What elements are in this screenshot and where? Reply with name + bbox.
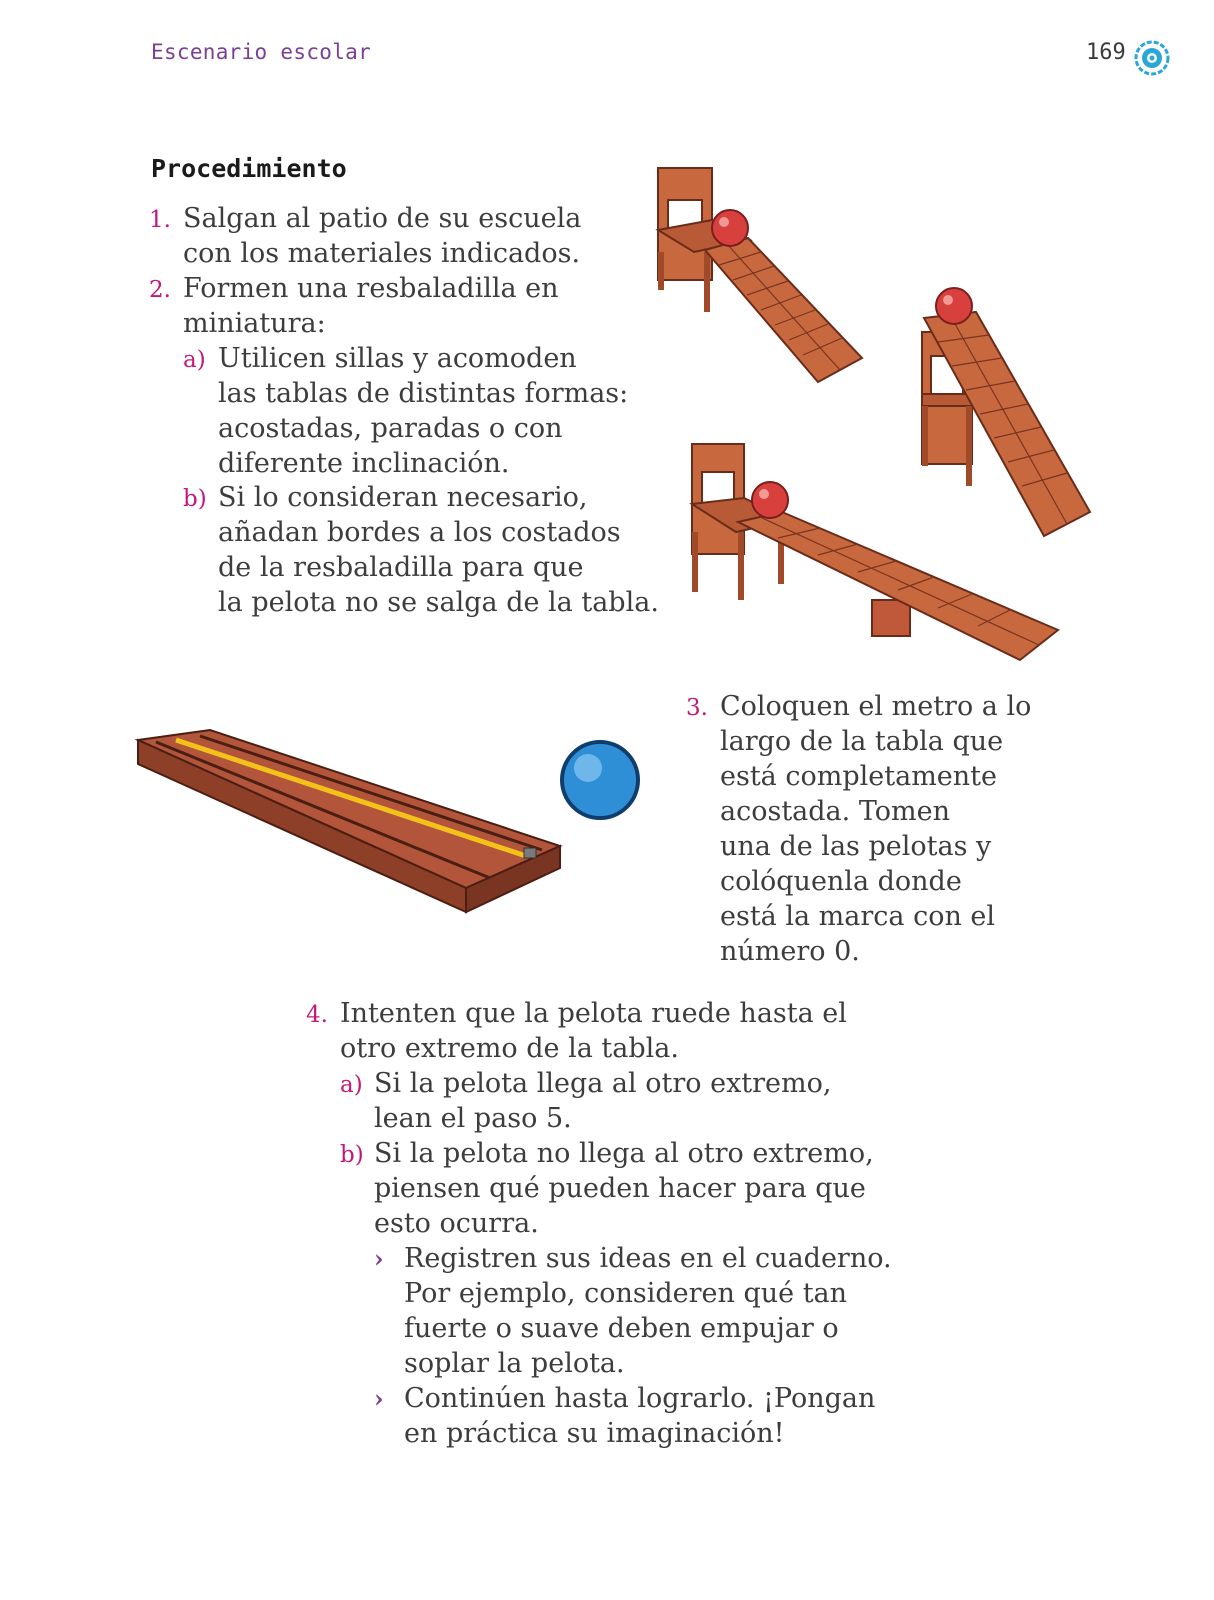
- text-line: Utilicen sillas y acomoden: [218, 343, 577, 374]
- substep-letter: a): [183, 347, 206, 373]
- text-line: Si la pelota no llega al otro extremo,: [374, 1138, 874, 1169]
- step-number: 4.: [306, 1002, 328, 1028]
- text-line: piensen qué pueden hacer para que: [374, 1173, 866, 1204]
- substep-letter: b): [183, 486, 207, 512]
- text-line: una de las pelotas y: [720, 831, 992, 862]
- step-number: 3.: [686, 695, 708, 721]
- text-line: de la resbaladilla para que: [218, 552, 584, 583]
- text-line: acostadas, paradas o con: [218, 413, 563, 444]
- chair-ramp-top-left: [658, 168, 862, 382]
- substep-letter: a): [340, 1072, 363, 1098]
- text-line: Salgan al patio de su escuela: [183, 203, 582, 234]
- text-line: acostada. Tomen: [720, 796, 950, 827]
- bullet-chevron-icon: ›: [374, 1384, 384, 1413]
- text-line: otro extremo de la tabla.: [340, 1033, 679, 1064]
- text-line: Si lo consideran necesario,: [218, 482, 588, 513]
- text-line: Coloquen el metro a lo: [720, 691, 1032, 722]
- text-line: soplar la pelota.: [404, 1348, 625, 1379]
- text-line: Por ejemplo, consideren qué tan: [404, 1278, 848, 1309]
- text-line: Si la pelota llega al otro extremo,: [374, 1068, 832, 1099]
- text-line: miniatura:: [183, 308, 326, 339]
- rosette-icon: [1134, 40, 1170, 76]
- text-line: diferente inclinación.: [218, 448, 510, 479]
- text-line: las tablas de distintas formas:: [218, 378, 629, 409]
- text-line: esto ocurra.: [374, 1208, 539, 1239]
- chair-ramp-right: [922, 288, 1090, 536]
- step-number: 1.: [149, 207, 171, 233]
- procedure-heading: Procedimiento: [151, 154, 347, 183]
- text-line: Continúen hasta lograrlo. ¡Pongan: [404, 1383, 876, 1414]
- text-line: la pelota no se salga de la tabla.: [218, 587, 659, 618]
- text-line: número 0.: [720, 936, 860, 967]
- blue-ball: [562, 742, 638, 818]
- text-line: en práctica su imaginación!: [404, 1418, 785, 1449]
- flat-board-illustration: [130, 728, 650, 898]
- text-line: fuerte o suave deben empujar o: [404, 1313, 839, 1344]
- text-line: Registren sus ideas en el cuaderno.: [404, 1243, 892, 1274]
- text-line: colóquenla donde: [720, 866, 962, 897]
- page-number: 169: [1086, 40, 1126, 65]
- ramps-illustration: [650, 160, 1110, 670]
- section-title: Escenario escolar: [151, 40, 372, 64]
- text-line: está completamente: [720, 761, 997, 792]
- text-line: con los materiales indicados.: [183, 238, 581, 269]
- text-line: Intenten que la pelota ruede hasta el: [340, 998, 847, 1029]
- chair-ramp-bottom: [692, 444, 1058, 660]
- bullet-chevron-icon: ›: [374, 1244, 384, 1273]
- substep-letter: b): [340, 1142, 364, 1168]
- text-line: Formen una resbaladilla en: [183, 273, 559, 304]
- text-line: lean el paso 5.: [374, 1103, 572, 1134]
- text-line: está la marca con el: [720, 901, 996, 932]
- text-line: largo de la tabla que: [720, 726, 1004, 757]
- step-number: 2.: [149, 277, 171, 303]
- text-line: añadan bordes a los costados: [218, 517, 621, 548]
